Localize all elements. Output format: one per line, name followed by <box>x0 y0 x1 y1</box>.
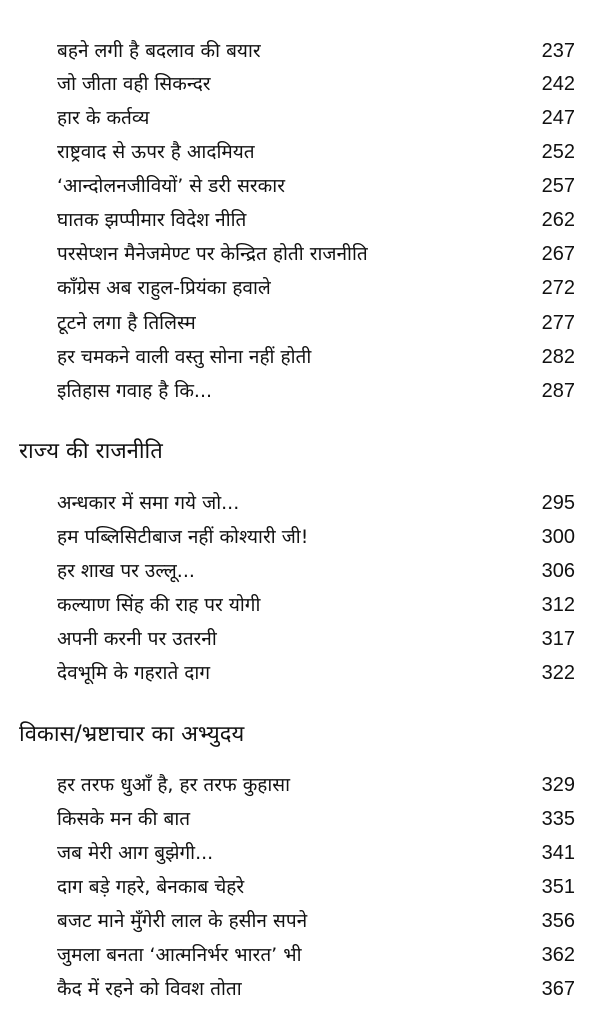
toc-entry[interactable] <box>57 374 575 408</box>
toc-entry[interactable] <box>57 554 575 588</box>
entry-title: ‘आन्दोलनजीवियों’ से डरी सरकार <box>57 175 285 197</box>
entry-page-number: 335 <box>541 808 575 830</box>
toc-entry[interactable] <box>57 67 575 101</box>
toc-entry[interactable] <box>57 622 575 656</box>
toc-entry[interactable] <box>57 203 575 237</box>
entry-page-number: 367 <box>541 978 575 1000</box>
entry-page-number: 295 <box>541 492 575 514</box>
toc-entry[interactable] <box>57 836 575 870</box>
entry-title: हर शाख पर उल्लू... <box>57 560 195 582</box>
entry-title: देवभूमि के गहराते दाग <box>57 662 211 684</box>
entry-page-number: 306 <box>541 560 575 582</box>
toc-entry[interactable] <box>57 870 575 904</box>
section-heading: राज्य की राजनीति <box>19 439 163 464</box>
toc-entry[interactable] <box>57 237 575 271</box>
entry-title: टूटने लगा है तिलिस्म <box>57 312 196 334</box>
entry-page-number: 267 <box>541 243 575 265</box>
entry-page-number: 237 <box>541 40 575 62</box>
entry-page-number: 356 <box>541 910 575 932</box>
entry-page-number: 242 <box>541 73 575 95</box>
toc-entry[interactable] <box>57 34 575 68</box>
toc-entry[interactable] <box>57 306 575 340</box>
entry-page-number: 317 <box>541 628 575 650</box>
entry-page-number: 322 <box>541 662 575 684</box>
entry-title: बहने लगी है बदलाव की बयार <box>57 40 261 62</box>
entry-page-number: 351 <box>541 876 575 898</box>
entry-page-number: 247 <box>541 107 575 129</box>
entry-page-number: 257 <box>541 175 575 197</box>
toc-entry[interactable] <box>57 169 575 203</box>
entry-page-number: 329 <box>541 774 575 796</box>
entry-page-number: 252 <box>541 141 575 163</box>
entry-title: हम पब्लिसिटीबाज नहीं कोश्यारी जी! <box>57 526 309 548</box>
entry-title: घातक झप्पीमार विदेश नीति <box>57 209 247 231</box>
entry-title: कल्याण सिंह की राह पर योगी <box>57 594 261 616</box>
entry-page-number: 262 <box>541 209 575 231</box>
toc-entry[interactable] <box>57 656 575 690</box>
entry-title: इतिहास गवाह है कि... <box>57 380 213 402</box>
toc-entry[interactable] <box>57 271 575 305</box>
toc-entry[interactable] <box>57 802 575 836</box>
entry-title: राष्ट्रवाद से ऊपर है आदमियत <box>57 141 255 163</box>
toc-entry[interactable] <box>57 768 575 802</box>
toc-entry[interactable] <box>57 588 575 622</box>
entry-title: जुमला बनता ‘आत्मनिर्भर भारत’ भी <box>57 944 302 966</box>
entry-page-number: 277 <box>541 312 575 334</box>
toc-entry[interactable] <box>57 340 575 374</box>
entry-page-number: 362 <box>541 944 575 966</box>
entry-title: हार के कर्तव्य <box>57 107 150 129</box>
entry-title: बजट माने मुँगेरी लाल के हसीन सपने <box>57 910 308 932</box>
entry-title: हर तरफ धुआँ है, हर तरफ कुहासा <box>57 774 291 796</box>
entry-page-number: 341 <box>541 842 575 864</box>
toc-entry[interactable] <box>57 520 575 554</box>
toc-entry[interactable] <box>57 972 575 1006</box>
entry-page-number: 272 <box>541 277 575 299</box>
entry-title: अन्धकार में समा गये जो... <box>57 492 240 514</box>
entry-page-number: 287 <box>541 380 575 402</box>
section-heading: विकास/भ्रष्टाचार का अभ्युदय <box>19 722 245 747</box>
entry-title: परसेप्शन मैनेजमेण्ट पर केन्द्रित होती राजनीति <box>57 243 368 265</box>
toc-entry[interactable] <box>57 135 575 169</box>
entry-title: अपनी करनी पर उतरनी <box>57 628 217 650</box>
toc-entry[interactable] <box>57 904 575 938</box>
entry-page-number: 282 <box>541 346 575 368</box>
entry-title: कॉंग्रेस अब राहुल-प्रियंका हवाले <box>57 277 271 299</box>
entry-title: कैद में रहने को विवश तोता <box>57 978 242 1000</box>
entry-title: जब मेरी आग बुझेगी... <box>57 842 214 864</box>
toc-entry[interactable] <box>57 486 575 520</box>
entry-page-number: 300 <box>541 526 575 548</box>
entry-title: किसके मन की बात <box>57 808 191 830</box>
toc-entry[interactable] <box>57 938 575 972</box>
entry-title: जो जीता वही सिकन्दर <box>57 73 211 95</box>
entry-page-number: 312 <box>541 594 575 616</box>
entry-title: हर चमकने वाली वस्तु सोना नहीं होती <box>57 346 312 368</box>
entry-title: दाग बड़े गहरे, बेनकाब चेहरे <box>57 876 245 898</box>
toc-entry[interactable] <box>57 101 575 135</box>
